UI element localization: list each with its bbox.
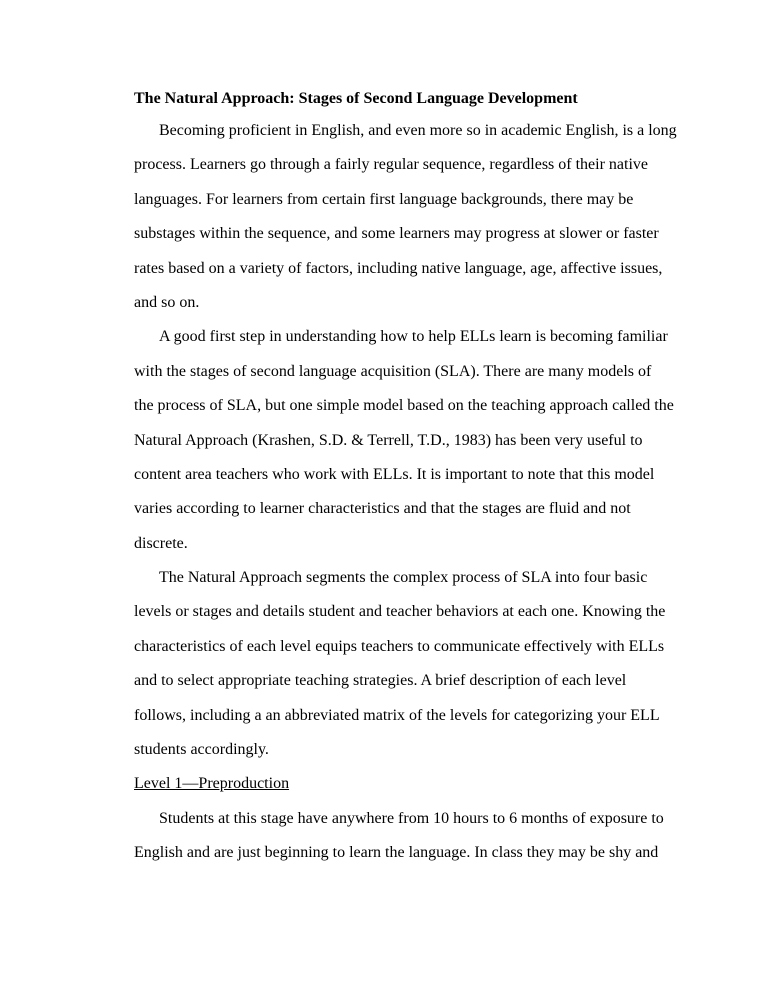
text-line: students accordingly. (134, 741, 269, 759)
text-line: Students at this stage have anywhere from 10 hours to 6 months of exposure to (159, 809, 664, 827)
document-title: The Natural Approach: Stages of Second Language Development (134, 90, 578, 107)
section-heading-level-1 (134, 774, 654, 808)
text-line: levels or stages and details student and teacher behaviors at each one. Knowing the (134, 603, 666, 621)
text-line: English and are just beginning to learn the language. In class they may be shy and (134, 844, 659, 862)
text-line: with the stages of second language acquisition (SLA). There are many models of (134, 362, 652, 380)
text-line: rates based on a variety of factors, including native language, age, affective issues, (134, 259, 663, 277)
text-line: and so on. (134, 293, 200, 311)
text-line: the process of SLA, but one simple model based on the teaching approach called the (134, 397, 674, 415)
text-line: and to select appropriate teaching strategies. A brief description of each level (134, 672, 627, 690)
text-line: A good first step in understanding how to help ELLs learn is becoming familiar (159, 328, 668, 346)
text-line: Natural Approach (Krashen, S.D. & Terrell, T.D., 1983) has been very useful to (134, 431, 643, 449)
document-body (134, 89, 677, 878)
section-heading-text: Level 1—Preproduction (134, 775, 290, 793)
text-line: content area teachers who work with ELLs. It is important to note that this model (134, 465, 655, 483)
text-line: discrete. (134, 534, 188, 552)
text-line: process. Learners go through a fairly regular sequence, regardless of their native (134, 156, 649, 174)
text-line: languages. For learners from certain first language backgrounds, there may be (134, 190, 634, 208)
text-line: follows, including a an abbreviated matrix of the levels for categorizing your ELL (134, 706, 660, 724)
text-line: varies according to learner characteristics and that the stages are fluid and not (134, 500, 631, 518)
text-line: The Natural Approach segments the complex process of SLA into four basic (159, 569, 648, 587)
text-line: substages within the sequence, and some learners may progress at slower or faster (134, 225, 659, 243)
text-line: Becoming proficient in English, and even more so in academic English, is a long (159, 122, 677, 139)
text-line: characteristics of each level equips teachers to communicate effectively with ELLs (134, 637, 665, 655)
